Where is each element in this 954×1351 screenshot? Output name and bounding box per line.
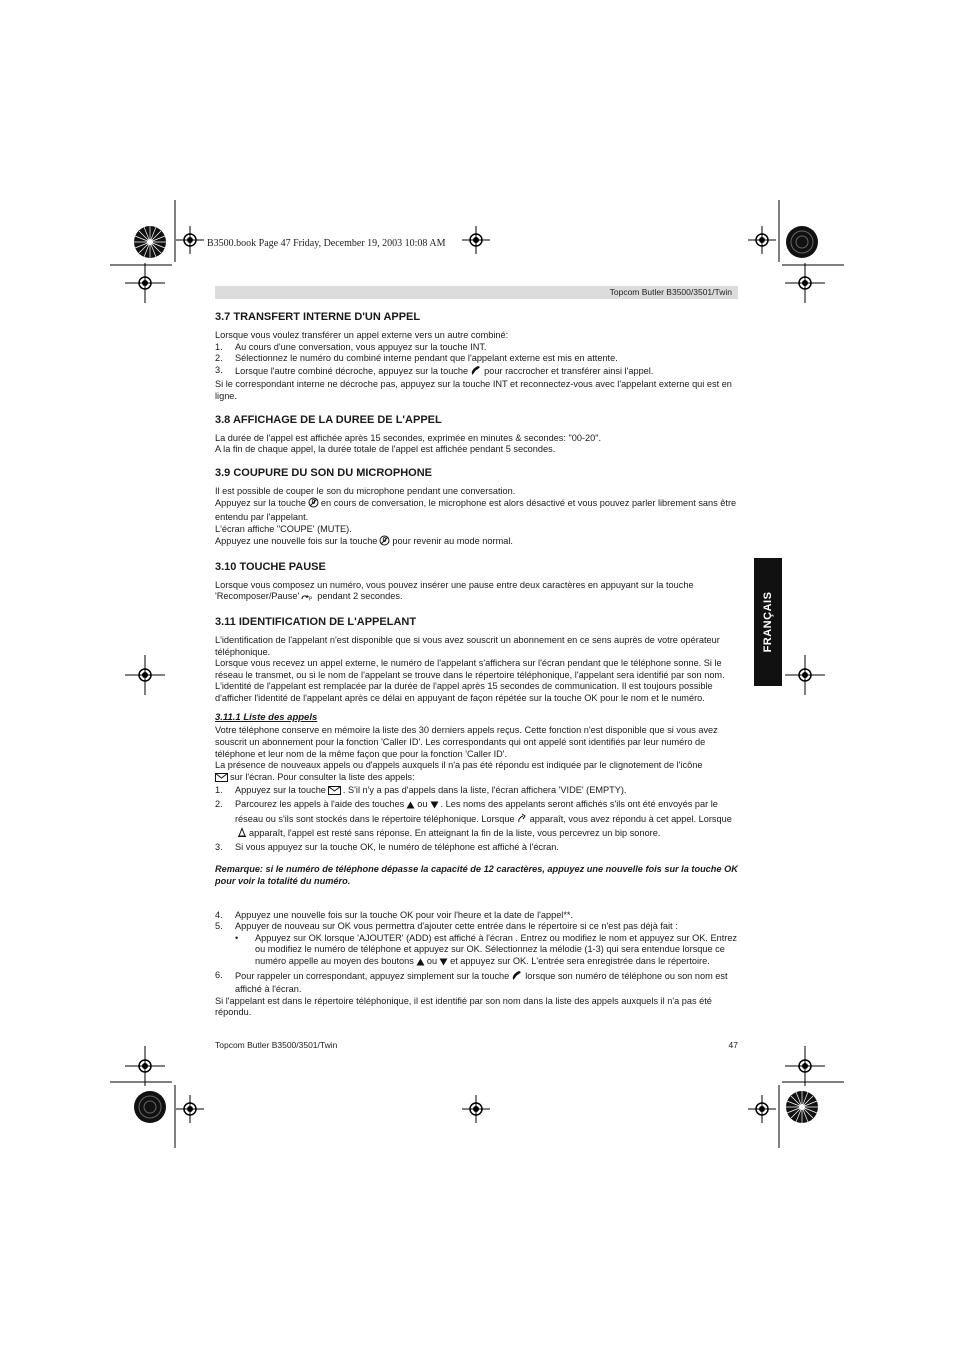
missed-call-icon xyxy=(237,827,247,842)
section-3-9 xyxy=(215,467,738,550)
list-item: 3. Lorsque l'autre combiné décroche, appuyez sur la touche pour raccrocher et transférer ainsi l'appel. xyxy=(215,365,738,380)
list-item: 2. Sélectionnez le numéro du combiné interne pendant que l'appelant externe est mis en attente. xyxy=(215,353,618,364)
page-content xyxy=(215,311,738,1019)
arrow-up-icon xyxy=(416,958,425,970)
header-product: Topcom Butler B3500/3501/Twin xyxy=(609,287,732,297)
section-title: 3.10 TOUCHE PAUSE xyxy=(215,560,326,573)
paragraph: Il est possible de couper le son du microphone pendant une conversation. xyxy=(215,485,516,496)
paragraph: La présence de nouveaux appels ou d'appels auxquels il n'a pas été répondu est indiquée par le clignotement de l'icône sur l'écran. Pour consulter la liste des appels: xyxy=(215,760,738,785)
section-3-8 xyxy=(215,414,738,456)
section-title: 3.9 COUPURE DU SON DU MICROPHONE xyxy=(215,466,432,479)
page-number: 47 xyxy=(728,1040,738,1050)
language-tab-label: FRANÇAIS xyxy=(762,591,774,653)
section-3-11 xyxy=(215,616,738,1019)
section-3-7 xyxy=(215,311,738,403)
paragraph: Lorsque vous recevez un appel externe, le numéro de l'appelant s'affichera sur l'écran pendant que le téléphone sonne. Si le réseau le transmet, ou si le nom de l'appelant se trouve dans le répertoire téléphonique, l'appelant sera identifié par son nom. xyxy=(215,658,725,680)
section-title: 3.11 IDENTIFICATION DE L'APPELANT xyxy=(215,615,417,628)
arrow-down-icon xyxy=(439,958,448,970)
paragraph: Si l'appelant est dans le répertoire téléphonique, il est identifié par son nom dans la liste des appels auxquels il n'a pas été répondu. xyxy=(215,995,712,1018)
paragraph: Lorsque vous voulez transférer un appel externe vers un autre combiné: xyxy=(215,330,509,340)
language-tab xyxy=(754,558,782,686)
header-bar xyxy=(215,286,738,299)
list-item: 4. Appuyez une nouvelle fois sur la touche OK pour voir l'heure et la date de l'appel**. xyxy=(215,909,574,920)
redial-pause-icon xyxy=(301,593,315,605)
list-item: 6. Pour rappeler un correspondant, appuyez simplement sur la touche lorsque son numéro de téléphone ou son nom est affiché à l'écran. xyxy=(215,969,728,995)
paragraph: Appuyez sur la touche en cours de conversation, le microphone est alors désactivé et vous pouvez parler librement sans être entendu par l'appelant. xyxy=(215,498,737,522)
list-item: 3. Si vous appuyez sur la touche OK, le numéro de téléphone est affiché à l'écran. xyxy=(215,841,559,852)
paragraph: A la fin de chaque appel, la durée totale de l'appel est affichée pendant 5 secondes. xyxy=(215,444,556,455)
paragraph: Appuyez une nouvelle fois sur la touche pour revenir au mode normal. xyxy=(215,535,738,550)
paragraph: L'identification de l'appelant n'est disponible que si vous avez souscrit un abonnement en ce sens auprès de votre opérateur téléphonique. xyxy=(215,634,720,657)
paragraph: La durée de l'appel est affichée après 15 secondes, exprimée en minutes & secondes: "00-20". xyxy=(215,432,602,443)
paragraph: L'identité de l'appelant est remplacée par la durée de l'appel après 15 secondes de communication. Il est toujours possible d'afficher l'identité de l'appelant après ce délai en appuyant de façon répétée sur la touche OK pour le nom et le numéro. xyxy=(215,681,713,703)
phone-handset-icon xyxy=(470,365,482,380)
envelope-icon xyxy=(215,773,228,786)
list-item: 1. Au cours d'une conversation, vous appuyez sur la touche INT. xyxy=(215,341,487,352)
section-title: 3.7 TRANSFERT INTERNE D'UN APPEL xyxy=(215,311,421,323)
list-item: 5. Appuyer de nouveau sur OK vous permettra d'ajouter cette entrée dans le répertoire si ce n'est pas déjà fait : xyxy=(215,921,678,932)
paragraph: Si le correspondant interne ne décroche pas, appuyez sur la touche INT et reconnectez-vous avec l'appelant externe qui est en ligne. xyxy=(215,379,732,401)
list-item: 2. Parcourez les appels à l'aide des touches ou . Les noms des appelants seront affichés s'ils ont été envoyés par le réseau ou s'ils sont stockés dans le répertoire téléphonique. Lorsque apparaît, vous avez répondu à cet appel. Lorsqueapparaît, l'appel est resté sans réponse. En atteignant la fin de la liste, vous percevrez un bip sonore. xyxy=(215,799,738,842)
mute-icon xyxy=(308,497,319,512)
envelope-icon xyxy=(328,786,341,799)
print-info-line: B3500.book Page 47 Friday, December 19, 2003 10:08 AM xyxy=(207,238,446,249)
remark: Remarque: si le numéro de téléphone dépasse la capacité de 12 caractères, appuyez une nouvelle fois sur la touche OK pour voir la totalité du numéro. xyxy=(215,864,738,886)
paragraph: Votre téléphone conserve en mémoire la liste des 30 derniers appels reçus. Cette fonction n'est disponible que si vous avez souscrit un abonnement pour la fonction 'Caller ID'. Les correspondants qui ont appelé sont identifiés par leur numéro de téléphone et leur nom de la même façon que pour la fonction 'Caller ID'. xyxy=(215,725,718,759)
phone-handset-icon xyxy=(511,970,523,985)
mute-icon xyxy=(379,535,390,550)
answered-call-icon xyxy=(517,813,528,828)
svg-text:P: P xyxy=(309,596,313,602)
paragraph: L'écran affiche "COUPE' (MUTE). xyxy=(215,523,352,534)
paragraph: Lorsque vous composez un numéro, vous pouvez insérer une pause entre deux caractères en appuyant sur la touche 'Recomposer/Pause' P pendant 2 secondes. xyxy=(215,580,738,605)
footer-product: Topcom Butler B3500/3501/Twin xyxy=(215,1040,338,1050)
arrow-up-icon xyxy=(406,801,415,813)
section-3-10 xyxy=(215,561,738,605)
list-item: 1. Appuyez sur la touche . S'il n'y a pas d'appels dans la liste, l'écran affichera 'VIDE' (EMPTY). xyxy=(215,785,738,799)
bullet-item: • Appuyez sur OK lorsque 'AJOUTER' (ADD) est affiché à l'écran . Entrez ou modifiez le nom et appuyez sur OK. Entrez ou modifiez le numéro de téléphone et appuyez sur OK. Sélectionnez la mélodie (1-3) qui sera entendue lorsque ce numéro appelle au moyen des boutons ou et appuyez sur OK. L'entrée sera enregistrée dans le répertoire. xyxy=(215,933,738,970)
arrow-down-icon xyxy=(430,801,439,813)
section-title: 3.8 AFFICHAGE DE LA DUREE DE L'APPEL xyxy=(215,413,442,426)
subsection-title: 3.11.1 Liste des appels xyxy=(215,712,318,724)
